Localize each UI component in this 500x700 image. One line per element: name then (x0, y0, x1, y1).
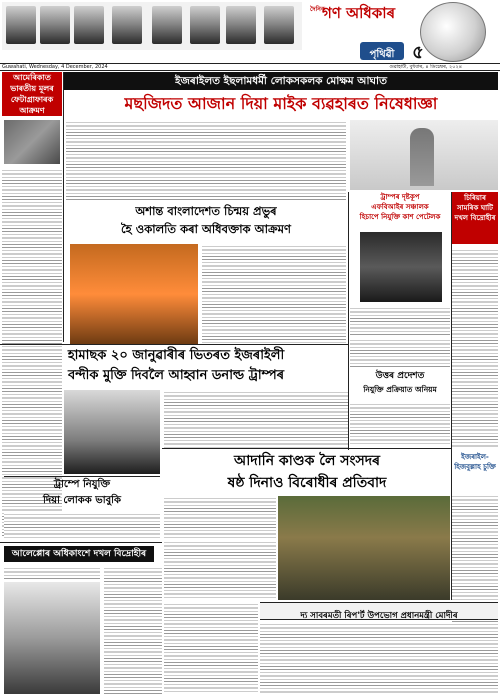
portrait-5 (152, 6, 182, 44)
dateline-assamese: গুৱাহাটী, বুধবাৰ, ৪ ডিচেম্বৰ, ২০২৪ (389, 64, 462, 70)
mosque-article-body (66, 120, 346, 200)
brand-name: গণ অধিকাৰ (322, 4, 396, 22)
trump-fbi-photo (360, 232, 442, 302)
masthead (0, 0, 500, 70)
left-column (2, 72, 62, 540)
page-number: ৫ (412, 42, 424, 63)
page-label-badge (360, 42, 404, 60)
sabarmati-body (260, 622, 498, 694)
portrait-8 (264, 6, 294, 44)
divider-middle (348, 192, 349, 450)
bangladesh-article-body (202, 244, 346, 344)
aleppo-headline (4, 546, 154, 562)
portrait-4 (112, 6, 142, 44)
uttar-pradesh-top-body (350, 338, 450, 368)
main-headline (64, 91, 498, 117)
hamas-headline (4, 346, 348, 386)
leaders-portrait-strip (2, 2, 302, 50)
brand-small: দৈনিক (310, 6, 326, 13)
right-column-headline-bottom (452, 452, 498, 492)
divider-right (451, 192, 452, 600)
hamas-headline-line2: বন্দীক মুক্তি দিবলৈ আহ্বান ডনাল্ড ট্ৰাম্পৰ (67, 368, 285, 383)
bangladesh-headline (66, 200, 346, 240)
bangladesh-headline-line1: অশান্ত বাংলাদেশত চিন্ময় প্ৰভুৰ (135, 204, 277, 218)
trump-fbi-headline-line2: এফবিআইৰ সঞ্চালক (371, 203, 429, 211)
dateline-english: Guwahati, Wednesday, 4 December, 2024 (2, 64, 108, 70)
uttar-pradesh-body (350, 402, 450, 444)
brand-logo (308, 2, 404, 32)
trump-fbi-headline-line1: ট্ৰাম্পৰ দৃষ্টকূপ (380, 193, 420, 201)
dateline-bar (0, 63, 500, 71)
uttar-pradesh-headline-line2: নিযুক্তি প্ৰক্ৰিয়াত অনিয়ম (363, 385, 437, 394)
mosque-article-photo (350, 120, 498, 190)
trump-appoint-headline (4, 476, 160, 510)
adani-headline-line1: আদানি কাণ্ডক লৈ সংসদৰ (233, 453, 381, 469)
portrait-6 (190, 6, 220, 44)
minaret-icon (410, 128, 434, 186)
left-column-headline-text: আমেৰিকাত ভাৰতীয় মূলৰ ফেটাগ্ৰাফাৰক আক্ৰমণ (10, 73, 54, 115)
bangladesh-headline-line2: হৈ ওকালতি কৰা অধিবক্তাক আক্ৰমণ (121, 222, 291, 236)
portrait-3 (74, 6, 104, 44)
left-column-photo (4, 120, 60, 164)
trump-appoint-headline-line1: ট্ৰাম্পে নিযুক্তি (53, 479, 111, 490)
bangladesh-article-photo (70, 244, 198, 344)
aleppo-body-top (104, 566, 162, 694)
top-banner-text: ইজৰাইলত ইছলামধৰ্মী লোকসকলক মোক্ষম আঘাত (175, 75, 387, 87)
adani-headline-line2: ষষ্ঠ দিনাও বিৰোধীৰ প্ৰতিবাদ (227, 475, 387, 491)
hamas-article-photo (64, 390, 160, 474)
trump-appoint-headline-line2: দিয়া লোকক ভাবুকি (42, 495, 122, 506)
main-headline-text: মছজিদত আজান দিয়া মাইক ব্যৱহাৰত নিষেধাজ্ঞা (124, 94, 438, 113)
divider-hamas-top (0, 344, 348, 345)
portrait-2 (40, 6, 70, 44)
right-column (452, 192, 498, 632)
aleppo-headline-text: আলেপ্পোৰ অধিকাংশে দখল বিদ্ৰোহীৰ (11, 549, 147, 559)
right-column-headline-top-text: চিৰিয়াৰ সামৰিক ঘাটি দখল বিদ্ৰোহীৰ (454, 194, 496, 222)
uttar-pradesh-headline-line1: উত্তৰ প্ৰদেশত (375, 371, 425, 381)
trump-appoint-body (4, 512, 160, 540)
page-label: পৃথিৱী (369, 49, 395, 60)
top-banner (64, 72, 498, 90)
portrait-7 (226, 6, 256, 44)
parliament-photo (278, 496, 450, 600)
right-column-headline-top (452, 192, 498, 244)
aleppo-photo (4, 582, 100, 694)
sabarmati-headline-text: দ্য সাবৰমতী ৰিপ'ৰ্ট উপভোগ প্ৰধানমন্ত্ৰী মোদীৰ (300, 611, 458, 621)
hamas-article-body (164, 390, 348, 448)
sabarmati-headline (260, 602, 498, 620)
trump-fbi-headline (350, 192, 450, 228)
trump-fbi-body (350, 306, 450, 336)
adani-lower-body (164, 540, 276, 600)
trump-fbi-headline-line3: হিচাপে নিযুক্তি কাশ পেটেলক (359, 213, 441, 221)
divider-adani-top (162, 448, 452, 449)
aleppo-body-right (164, 602, 258, 694)
right-column-headline-bottom-text: ইজৰাইল-হিজবুল্লাহ চুক্তি (454, 453, 496, 471)
right-column-body-top (452, 248, 498, 448)
adani-article-body (164, 496, 276, 538)
globe-icon (420, 2, 486, 62)
hamas-headline-line1: হামাছক ২০ জানুৱাৰীৰ ভিতৰত ইজৰাইলী (67, 348, 285, 363)
divider-left (63, 72, 64, 342)
left-column-headline (2, 72, 62, 116)
adani-headline (164, 450, 450, 494)
aleppo-body-left (4, 566, 100, 580)
portrait-1 (6, 6, 36, 44)
uttar-pradesh-headline (350, 370, 450, 400)
divider-bottom (0, 542, 162, 543)
